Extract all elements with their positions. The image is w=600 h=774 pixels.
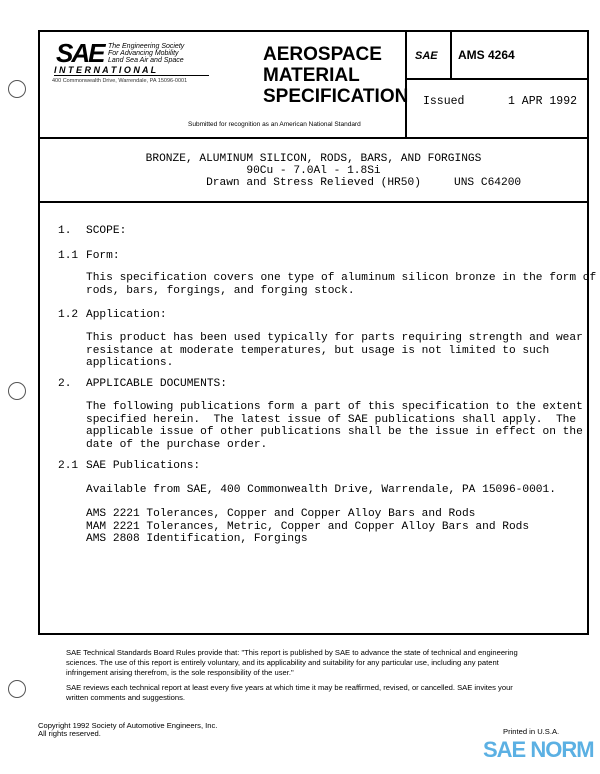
review-note: SAE reviews each technical report at least every five years at which time it may be reaffirmed, revised, or cancelled. SAE invites your written comments and suggestions. — [66, 683, 513, 702]
section-number: 2. — [58, 378, 72, 390]
section-number: 1. — [58, 225, 72, 237]
doc-type-title: AEROSPACE MATERIAL SPECIFICATION — [263, 44, 409, 107]
punch-hole — [8, 382, 26, 400]
section-heading: Form: — [86, 250, 120, 262]
uns-number: UNS C64200 — [454, 177, 522, 189]
condition: Drawn and Stress Relieved (HR50) — [206, 177, 421, 189]
section-text: This product has been used typically for parts requiring strength and wear resistance at moderate temperatures, but usage is not limited to such applications. — [86, 332, 583, 369]
sae-logo: SAE — [56, 38, 104, 68]
section-text: Available from SAE, 400 Commonwealth Drive, Warrendale, PA 15096-0001. — [86, 484, 556, 496]
section-number: 1.2 — [58, 309, 79, 321]
punch-hole — [8, 80, 26, 98]
section-heading: SAE Publications: — [86, 460, 201, 472]
copyright: Copyright 1992 Society of Automotive Engineers, Inc. — [38, 721, 218, 730]
section-text: The following publications form a part of this specification to the extent specified herein. The latest issue of SAE publications shall apply. The applicable issue of other publications shall be the issue in effect on the date of the purchase order. — [86, 401, 583, 451]
title-block — [38, 137, 589, 203]
board-rules: SAE Technical Standards Board Rules provide that: "This report is published by SAE to advance the state of technical and engineering sciences. The use of this report is entirely voluntary, and its applicability and suitability for any particular use, including any patent infringement arising therefrom, is the sole responsibility of the user." — [66, 648, 518, 677]
sae-mark: SAE — [415, 50, 438, 62]
doc-number: AMS 4264 — [458, 48, 515, 62]
ansi-note: Submitted for recognition as an American National Standard — [188, 121, 361, 128]
punch-hole — [8, 680, 26, 698]
composition: 90Cu - 7.0Al - 1.8Si — [246, 165, 381, 177]
section-heading: Application: — [86, 309, 167, 321]
issued-label: Issued — [423, 95, 465, 108]
international-label: I N T E R N A T I O N A L — [54, 65, 209, 76]
section-heading: APPLICABLE DOCUMENTS: — [86, 378, 227, 390]
header — [38, 30, 589, 139]
printed-in: Printed in U.S.A. — [503, 727, 560, 736]
watermark: SAE NORM — [483, 737, 594, 762]
rights: All rights reserved. — [38, 729, 101, 738]
section-number: 1.1 — [58, 250, 79, 262]
section-text: This specification covers one type of aluminum silicon bronze in the form of rods, bars, forgings, and forging stock. — [86, 272, 597, 297]
address: 400 Commonwealth Drive, Warrendale, PA 15096-0001 — [52, 78, 188, 84]
material-title: BRONZE, ALUMINUM SILICON, RODS, BARS, AND FORGINGS — [145, 153, 482, 165]
section-number: 2.1 — [58, 460, 79, 472]
issued-date: 1 APR 1992 — [508, 95, 578, 108]
society-tagline: The Engineering Society For Advancing Mobility Land Sea Air and Space — [108, 43, 185, 64]
reference-list: AMS 2221 Tolerances, Copper and Copper Alloy Bars and Rods MAM 2221 Tolerances, Metric, Copper and Copper Alloy Bars and Rods AMS 2808 Identification, Forgings — [86, 508, 530, 545]
section-heading: SCOPE: — [86, 225, 127, 237]
